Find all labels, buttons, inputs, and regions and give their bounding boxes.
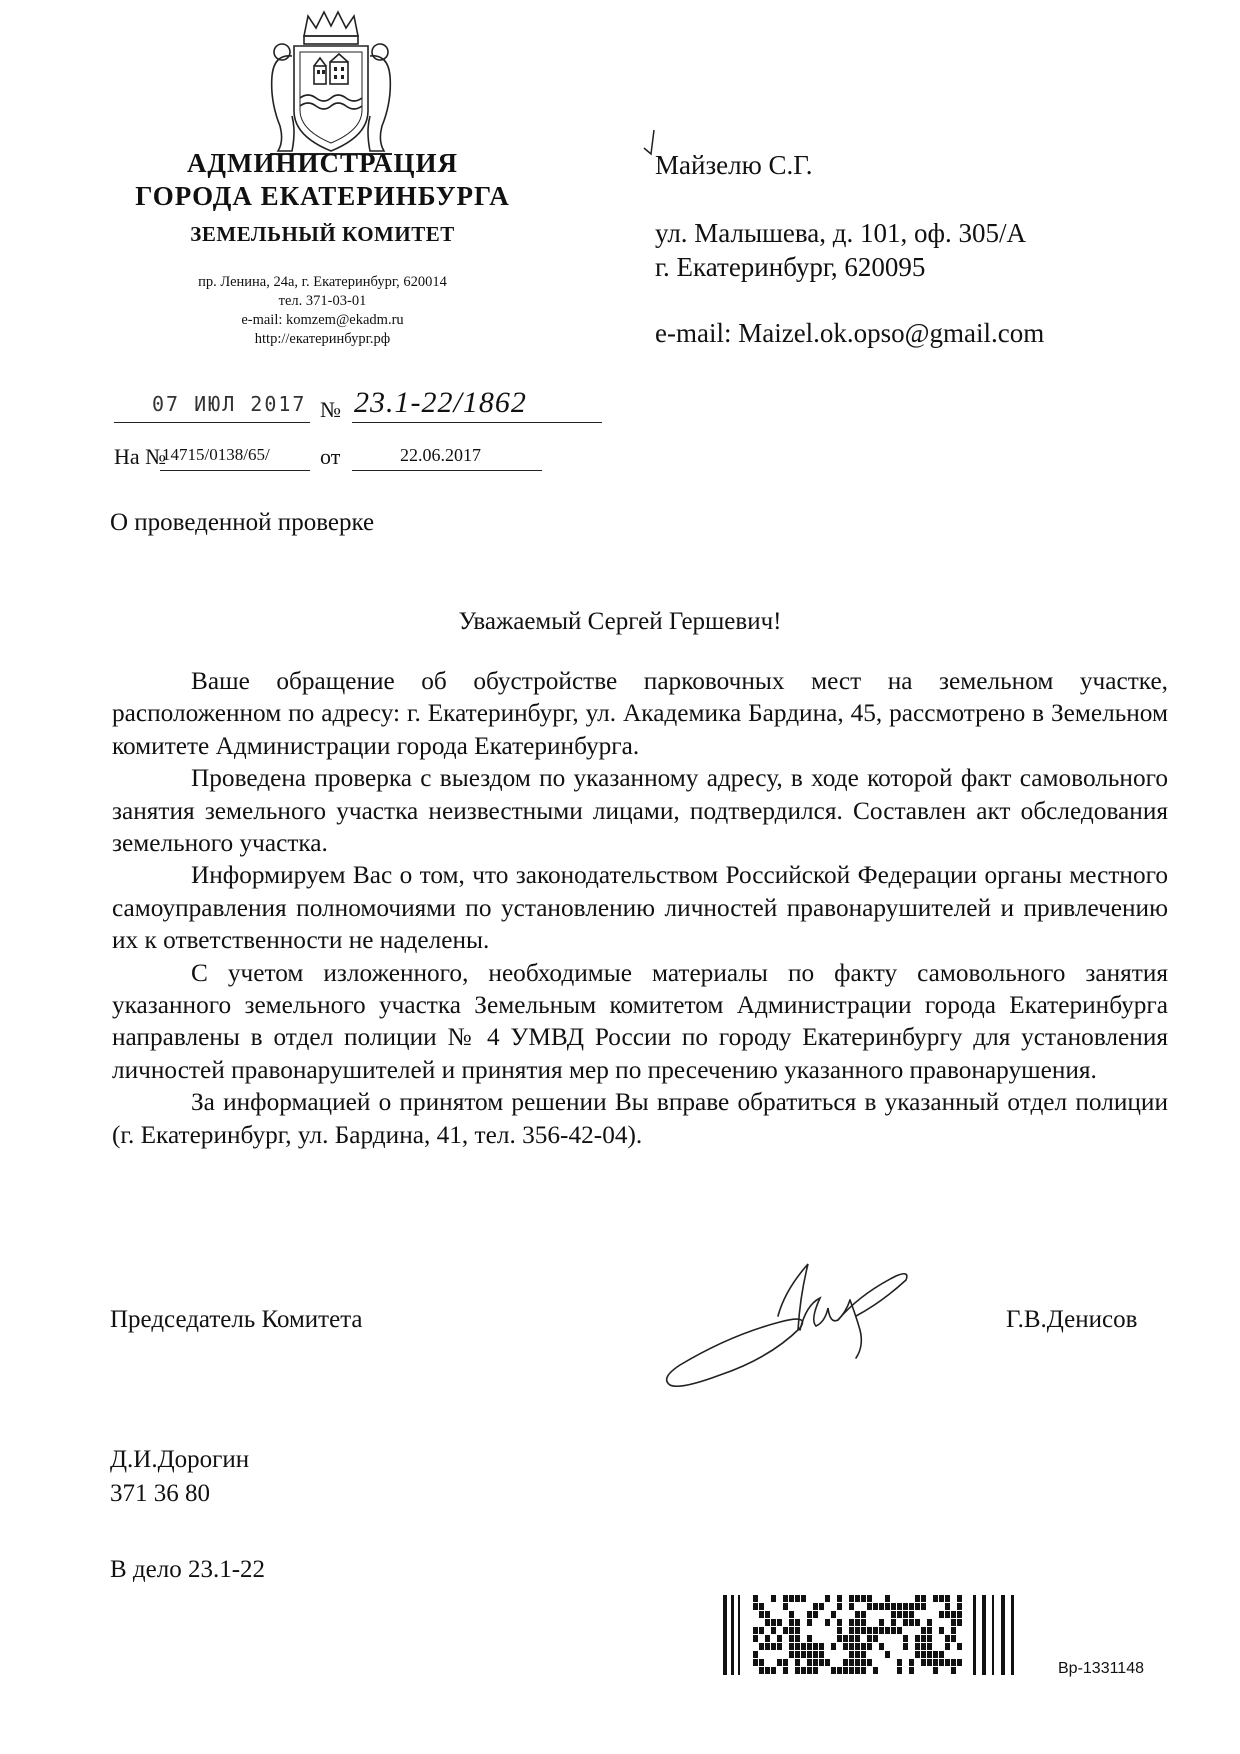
letterhead-address: пр. Ленина, 24а, г. Екатеринбург, 620014 (198, 274, 447, 290)
reference-number-field (160, 440, 310, 471)
letter-subject: О проведенной проверке (110, 509, 375, 536)
addressee-street: ул. Малышева, д. 101, оф. 305/А (655, 218, 1027, 248)
org-name-line2: ГОРОДА ЕКАТЕРИНБУРГА (135, 181, 510, 211)
executor-name: Д.И.Дорогин (110, 1446, 250, 1473)
document-barcode (723, 1595, 1048, 1675)
outgoing-date-stamp: 07 ИЮЛ 2017 (152, 392, 307, 416)
file-note: В дело 23.1-22 (110, 1556, 266, 1583)
barcode-code: Вр-1331148 (1058, 1660, 1144, 1677)
body-paragraph: Проведена проверка с выездом по указанному адресу, в ходе которой факт самовольного занятия земельного участка неизвестными лицами, подтвердился. Составлен акт обследования земельного участка. (112, 764, 1168, 858)
outgoing-number-label: № (320, 397, 341, 422)
executor-phone: 371 36 80 (110, 1480, 210, 1507)
addressee-email: e-mail: Maizel.ok.opso@gmail.com (655, 318, 1045, 348)
org-name-line1: АДМИНИСТРАЦИЯ (186, 148, 459, 178)
salutation: Уважаемый Сергей Гершевич! (458, 608, 782, 635)
reference-date-value: 22.06.2017 (400, 445, 481, 465)
outgoing-number-handwritten: 23.1-22/1862 (354, 386, 527, 419)
letterhead-email: e-mail: komzem@ekadm.ru (241, 312, 404, 328)
letterhead-website: http://екатеринбург.рф (254, 331, 391, 347)
letter-body (112, 665, 1168, 1151)
outgoing-date-field (114, 390, 310, 423)
body-paragraph: Информируем Вас о том, что законодательством Российской Федерации органы местного самоуправления полномочиями по установлению личностей правонарушителей и привлечению их к ответственности не наделены. (112, 861, 1168, 955)
reference-number-value: 14715/0138/65/ (162, 445, 270, 464)
city-crest-emblem (256, 6, 406, 166)
signatory-name: Г.В.Денисов (1006, 1306, 1138, 1333)
reference-from-label: от (320, 444, 341, 469)
reference-number-label: На № (114, 444, 167, 469)
signatory-title: Председатель Комитета (110, 1306, 363, 1333)
body-paragraph: С учетом изложенного, необходимые материалы по факту самовольного занятия указанного земельного участка Земельным комитетом Администрации города Екатеринбурга направлены в отдел полиции № 4 УМВД России по городу Екатеринбургу для установления личностей правонарушителей и принятия мер по пресечению указанного правонарушения. (112, 958, 1168, 1084)
department-name: ЗЕМЕЛЬНЫЙ КОМИТЕТ (190, 222, 455, 246)
addressee-name: Майзелю С.Г. (655, 150, 813, 180)
letterhead-contacts (90, 273, 555, 349)
body-paragraph: За информацией о принятом решении Вы вправе обратиться в указанный отдел полиции (г. Екатеринбург, ул. Бардина, 41, тел. 356-42-04). (112, 1088, 1168, 1149)
outgoing-number-field (352, 386, 602, 423)
reference-date-field (352, 440, 542, 471)
addressee-city: г. Екатеринбург, 620095 (655, 252, 926, 282)
letterhead-phone: тел. 371-03-01 (278, 293, 367, 309)
handwritten-signature (660, 1250, 920, 1400)
body-paragraph: Ваше обращение об обустройстве парковочных мест на земельном участке, расположенном по адресу: г. Екатеринбург, ул. Академика Бардина, 45, рассмотрено в Земельном комитете Администрации города Екатеринбурга. (112, 667, 1168, 760)
